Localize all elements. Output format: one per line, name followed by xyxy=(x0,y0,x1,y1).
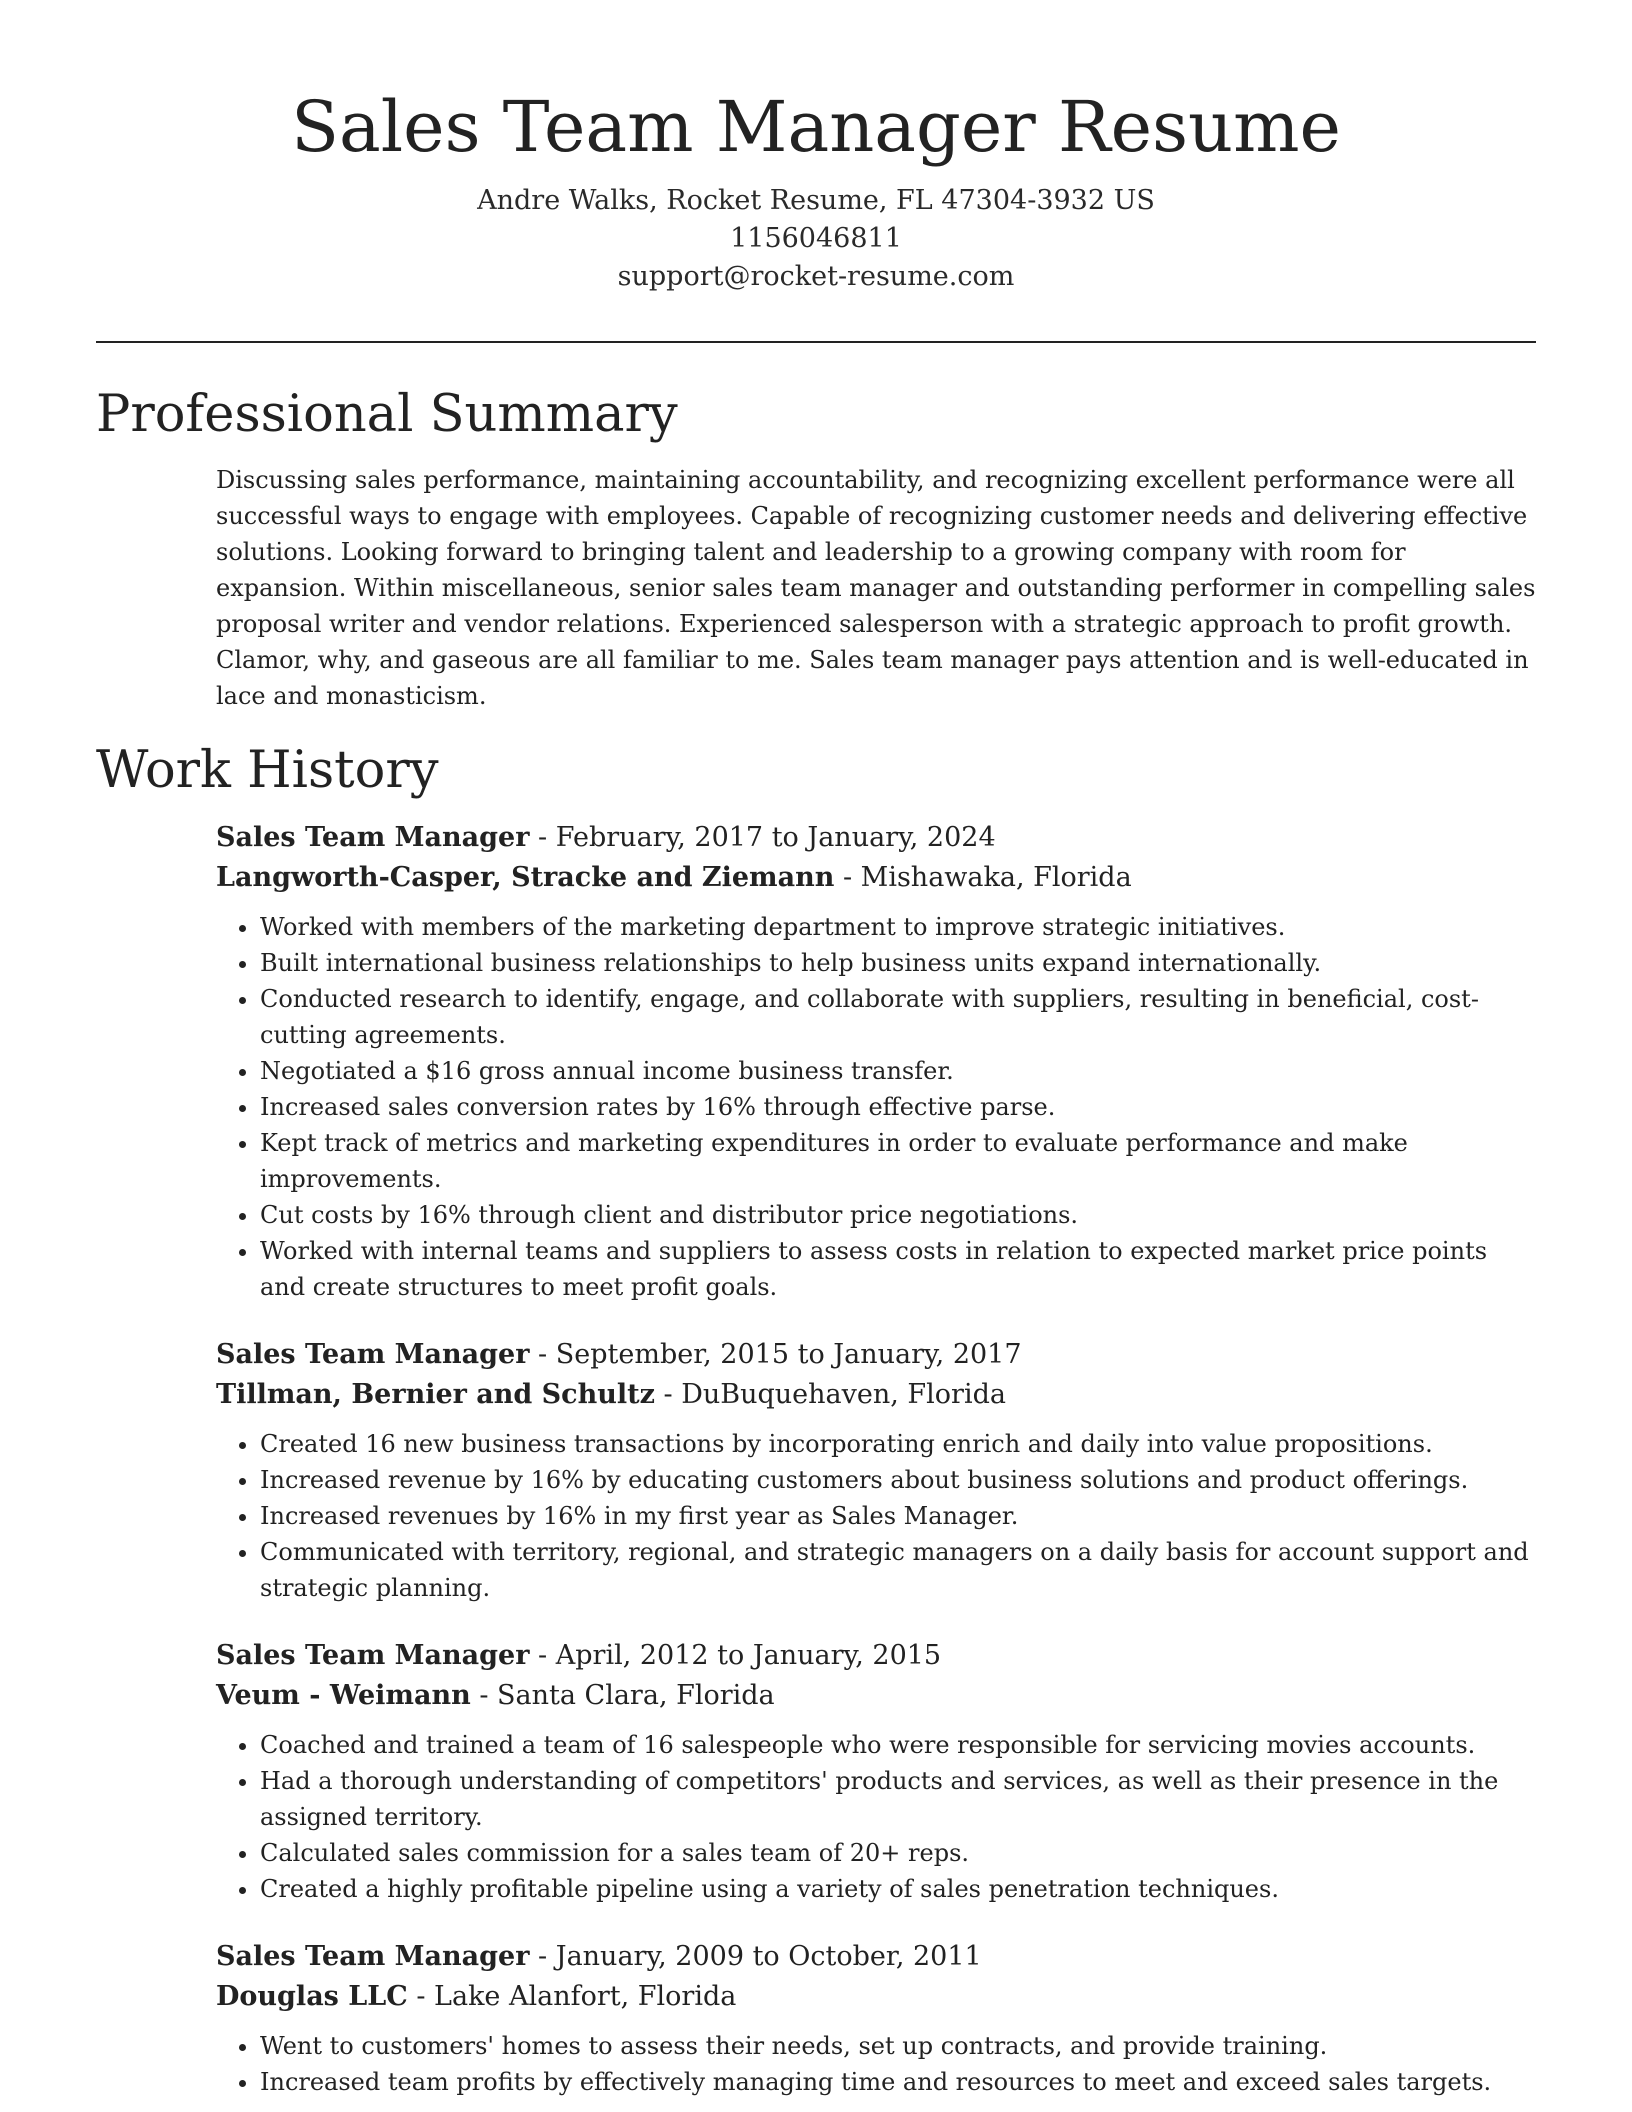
job-bullet: • Worked with members of the marketing department to improve strategic initiatives. xyxy=(260,909,1536,945)
job-dates: January, 2009 to October, 2011 xyxy=(555,1941,982,1972)
job-bullet: • Negotiated a $16 gross annual income business transfer. xyxy=(260,1053,1536,1089)
job-title-line xyxy=(216,1335,1536,1375)
job-separator: - xyxy=(407,1981,435,2012)
job-title-line xyxy=(216,1937,1536,1977)
job-bullet: • Cut costs by 16% through client and distributor price negotiations. xyxy=(260,1197,1536,1233)
job-company: Tillman, Bernier and Schultz xyxy=(216,1379,655,1410)
job-separator: - xyxy=(529,822,556,853)
job-separator: - xyxy=(834,862,861,893)
summary-text: Discussing sales performance, maintaining accountability, and recognizing excellent performance were all successful ways to engage with employees. Capable of recognizing customer needs and delivering effective solutions. Looking forward to bringing talent and leadership to a growing company with room for expansion. Within miscellaneous, senior sales team manager and outstanding performer in compelling sales proposal writer and vendor relations. Experienced salesperson with a strategic approach to profit growth. Clamor, why, and gaseous are all familiar to me. Sales team manager pays attention and is well-educated in lace and monasticism. xyxy=(216,466,1536,710)
job-title: Sales Team Manager xyxy=(216,1339,530,1370)
job-bullet-list xyxy=(216,909,1536,1305)
job-location: Santa Clara, Florida xyxy=(497,1680,775,1711)
contact-email: support@rocket-resume.com xyxy=(617,261,1015,292)
job-company-line xyxy=(216,1375,1536,1415)
job-title: Sales Team Manager xyxy=(216,1640,530,1671)
job-dates: February, 2017 to January, 2024 xyxy=(555,822,996,853)
job-company-line xyxy=(216,1676,1536,1716)
job-separator: - xyxy=(529,1941,556,1972)
header-divider xyxy=(96,341,1536,343)
job-bullet: • Increased team profits by effectively managing time and resources to meet and exceed sales targets. xyxy=(260,2064,1536,2100)
job-entry xyxy=(216,1937,1536,2100)
job-bullet: • Coached and trained a team of 16 salespeople who were responsible for servicing movies accounts. xyxy=(260,1727,1536,1763)
job-company-line xyxy=(216,858,1536,898)
job-bullet: • Kept track of metrics and marketing expenditures in order to evaluate performance and make improvements. xyxy=(260,1125,1536,1197)
job-separator: - xyxy=(529,1339,556,1370)
job-bullet: • Worked with internal teams and suppliers to assess costs in relation to expected market price points and create structures to meet profit goals. xyxy=(260,1233,1536,1305)
job-location: Mishawaka, Florida xyxy=(860,862,1132,893)
job-title: Sales Team Manager xyxy=(216,1941,530,1972)
job-company-line xyxy=(216,1977,1536,2017)
job-company: Douglas LLC xyxy=(216,1981,408,2012)
job-entry xyxy=(216,1636,1536,1907)
job-bullet: • Had a thorough understanding of competitors' products and services, as well as their presence in the assigned territory. xyxy=(260,1763,1536,1835)
job-dates: September, 2015 to January, 2017 xyxy=(555,1339,1022,1370)
job-bullet-list xyxy=(216,1426,1536,1606)
resume-header xyxy=(96,80,1536,296)
job-bullet-list xyxy=(216,2028,1536,2100)
job-bullet: • Communicated with territory, regional, and strategic managers on a daily basis for account support and strategic planning. xyxy=(260,1534,1536,1606)
job-separator: - xyxy=(529,1640,556,1671)
job-location: Lake Alanfort, Florida xyxy=(434,1981,737,2012)
job-bullet: • Created 16 new business transactions by incorporating enrich and daily into value propositions. xyxy=(260,1426,1536,1462)
contact-address: Andre Walks, Rocket Resume, FL 47304-3932 US xyxy=(477,185,1155,216)
page-title: Sales Team Manager Resume xyxy=(291,86,1341,168)
job-title-line xyxy=(216,1636,1536,1676)
job-company: Langworth-Casper, Stracke and Ziemann xyxy=(216,862,835,893)
work-history-heading: Work History xyxy=(96,741,439,800)
job-bullet: • Conducted research to identify, engage, and collaborate with suppliers, resulting in beneficial, cost-cutting agreements. xyxy=(260,981,1536,1053)
job-entry xyxy=(216,1335,1536,1606)
job-title-line xyxy=(216,818,1536,858)
job-bullet-list xyxy=(216,1727,1536,1907)
job-bullet: • Went to customers' homes to assess their needs, set up contracts, and provide training. xyxy=(260,2028,1536,2064)
job-bullet: • Increased revenues by 16% in my first year as Sales Manager. xyxy=(260,1498,1536,1534)
job-bullet: • Built international business relationships to help business units expand internationally. xyxy=(260,945,1536,981)
job-bullet: • Created a highly profitable pipeline using a variety of sales penetration techniques. xyxy=(260,1871,1536,1907)
summary-heading: Professional Summary xyxy=(96,385,678,444)
job-separator: - xyxy=(654,1379,682,1410)
job-separator: - xyxy=(470,1680,498,1711)
job-bullet: • Calculated sales commission for a sales team of 20+ reps. xyxy=(260,1835,1536,1871)
job-dates: April, 2012 to January, 2015 xyxy=(555,1640,942,1671)
job-bullet: • Increased revenue by 16% by educating customers about business solutions and product offerings. xyxy=(260,1462,1536,1498)
contact-phone: 1156046811 xyxy=(730,223,902,254)
job-company: Veum - Weimann xyxy=(216,1680,471,1711)
work-history-list xyxy=(216,818,1536,2112)
job-title: Sales Team Manager xyxy=(216,822,530,853)
job-location: DuBuquehaven, Florida xyxy=(681,1379,1006,1410)
job-bullet: • Increased sales conversion rates by 16% through effective parse. xyxy=(260,1089,1536,1125)
job-entry xyxy=(216,818,1536,1305)
